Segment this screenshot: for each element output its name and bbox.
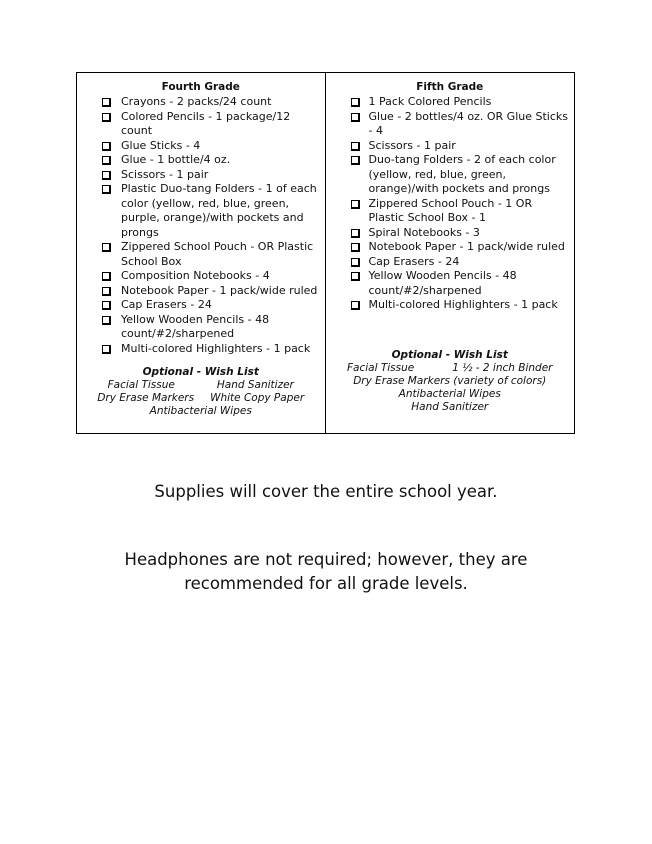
wish-item: 1 ½ - 2 inch Binder [452, 362, 553, 374]
list-item: Crayons - 2 packs/24 count [77, 95, 325, 110]
wish-item: Hand Sanitizer [411, 401, 489, 413]
fifth-grade-supply-list [326, 95, 575, 313]
checkbox-icon [102, 142, 111, 151]
list-item: Yellow Wooden Pencils - 48 count/#2/sharpened [77, 313, 325, 342]
checkbox-icon [351, 243, 360, 252]
list-item: Zippered School Pouch - OR Plastic School Box [77, 240, 325, 269]
fourth-grade-supply-list [77, 95, 325, 356]
wish-item: Antibacterial Wipes [149, 405, 252, 417]
checkbox-icon [351, 229, 360, 238]
checkbox-icon [102, 243, 111, 252]
list-item: Notebook Paper - 1 pack/wide ruled [326, 240, 575, 255]
checkbox-icon [102, 113, 111, 122]
checkbox-icon [102, 171, 111, 180]
checkbox-icon [102, 185, 111, 194]
checkbox-icon [351, 113, 360, 122]
list-item: Scissors - 1 pair [326, 139, 575, 154]
wish-item: Facial Tissue [347, 362, 415, 374]
checkbox-icon [102, 316, 111, 325]
list-item: Cap Erasers - 24 [77, 298, 325, 313]
list-item: Yellow Wooden Pencils - 48 count/#2/sharpened [326, 269, 575, 298]
list-item: Glue - 2 bottles/4 oz. OR Glue Sticks - 4 [326, 110, 575, 139]
checkbox-icon [102, 301, 111, 310]
checkbox-icon [102, 345, 111, 354]
list-item: Colored Pencils - 1 package/12 count [77, 110, 325, 139]
checkbox-icon [351, 258, 360, 267]
checkbox-icon [102, 98, 111, 107]
wish-item: Antibacterial Wipes [398, 388, 501, 400]
headphones-note-line-2: recommended for all grade levels. [184, 574, 468, 593]
checkbox-icon [351, 156, 360, 165]
list-item: Multi-colored Highlighters - 1 pack [77, 342, 325, 357]
checkbox-icon [102, 287, 111, 296]
checkbox-icon [351, 200, 360, 209]
fourth-grade-heading: Fourth Grade [161, 81, 240, 93]
checkbox-icon [351, 98, 360, 107]
list-item: Glue Sticks - 4 [77, 139, 325, 154]
wish-item: Hand Sanitizer [216, 379, 294, 391]
list-item: Duo-tang Folders - 2 of each color (yellow, red, blue, green, orange)/with pockets and prongs [326, 153, 575, 197]
checkbox-icon [351, 272, 360, 281]
supplies-note: Supplies will cover the entire school year. [154, 482, 498, 501]
fifth-grade-wish-list [326, 349, 575, 414]
list-item: Cap Erasers - 24 [326, 255, 575, 270]
checkbox-icon [102, 156, 111, 165]
wish-list-title: Optional - Wish List [142, 366, 259, 378]
supply-list-table [76, 72, 575, 434]
checkbox-icon [102, 272, 111, 281]
fifth-grade-column [326, 73, 575, 433]
list-item: Scissors - 1 pair [77, 168, 325, 183]
wish-item: Dry Erase Markers (variety of colors) [353, 375, 547, 387]
fourth-grade-wish-list [77, 366, 325, 418]
headphones-note-line-1: Headphones are not required; however, they are [124, 550, 528, 569]
list-item: Plastic Duo-tang Folders - 1 of each color (yellow, red, blue, green, purple, orange)/with pockets and prongs [77, 182, 325, 240]
wish-item: Facial Tissue [107, 379, 175, 391]
list-item: Spiral Notebooks - 3 [326, 226, 575, 241]
checkbox-icon [351, 301, 360, 310]
fourth-grade-column [77, 73, 326, 433]
wish-item: Dry Erase Markers [97, 392, 195, 404]
list-item: Notebook Paper - 1 pack/wide ruled [77, 284, 325, 299]
list-item: Glue - 1 bottle/4 oz. [77, 153, 325, 168]
list-item: Multi-colored Highlighters - 1 pack [326, 298, 575, 313]
list-item: Zippered School Pouch - 1 OR Plastic School Box - 1 [326, 197, 575, 226]
fifth-grade-heading: Fifth Grade [416, 81, 484, 93]
list-item: 1 Pack Colored Pencils [326, 95, 575, 110]
checkbox-icon [351, 142, 360, 151]
wish-item: White Copy Paper [210, 392, 305, 404]
list-item: Composition Notebooks - 4 [77, 269, 325, 284]
wish-list-title: Optional - Wish List [391, 349, 508, 361]
